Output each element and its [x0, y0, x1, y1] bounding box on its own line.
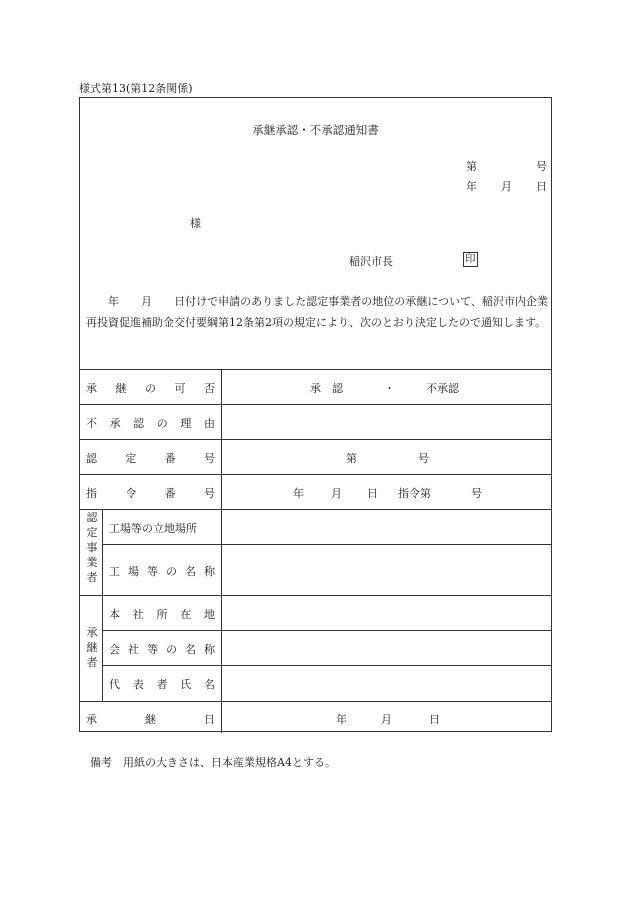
date-year: 年	[466, 180, 477, 193]
seal-icon: 印	[465, 253, 476, 265]
body-paragraph: 年 月 日付けで申請のありました認定事業者の地位の承継について、稲沢市内企業再投資促進補助金交付要綱第12条第2項の規定により、次のとおり決定したので通知します。	[86, 295, 548, 329]
group-label-successor: 承 継 者	[86, 626, 98, 669]
approval-option-reject: 不承認	[426, 382, 459, 395]
addressee-suffix: 様	[190, 217, 201, 230]
document-date-line	[466, 178, 547, 194]
row-label-representative-name: 代 表 者 氏 名	[109, 678, 215, 691]
row-label-certification-number: 認 定 番 号	[86, 452, 215, 465]
row-label-rejection-reason: 不 承 認 の 理 由	[86, 417, 215, 430]
number-suffix: 号	[536, 160, 547, 173]
document-title: 承継承認・不承認通知書	[252, 123, 379, 137]
row-label-succession-date: 承 継 日	[86, 713, 215, 726]
succession-day: 日	[429, 713, 440, 726]
remark-note: 備考 用紙の大きさは、日本産業規格A4とする。	[90, 756, 336, 769]
document-number-line	[466, 158, 547, 174]
cert-number-suffix: 号	[418, 452, 429, 465]
approval-option-approve: 承 認	[310, 382, 343, 395]
directive-prefix: 指令第	[398, 487, 431, 500]
row-label-company-name: 会 社 等 の 名 称	[109, 643, 215, 656]
row-label-factory-location: 工場等の立地場所	[109, 522, 197, 535]
group-label-certified-business: 認 定 事 業 者	[86, 511, 98, 584]
directive-year: 年	[293, 487, 304, 500]
row-label-factory-name: 工 場 等 の 名 称	[109, 565, 215, 578]
directive-day: 日	[367, 487, 378, 500]
directive-suffix: 号	[471, 487, 482, 500]
seal-mark	[463, 252, 478, 267]
issuer-name: 稲沢市長	[349, 255, 393, 268]
row-label-head-office-address: 本 社 所 在 地	[109, 608, 215, 621]
row-label-approval: 承 継 の 可 否	[86, 382, 215, 395]
notice-form	[79, 97, 552, 732]
approval-option-separator: ・	[384, 382, 395, 395]
succession-month: 月	[381, 713, 392, 726]
number-prefix: 第	[466, 160, 477, 173]
form-number-label: 様式第13(第12条関係)	[79, 82, 193, 95]
succession-year: 年	[336, 713, 347, 726]
row-label-directive-number: 指 令 番 号	[86, 487, 215, 500]
directive-month: 月	[331, 487, 342, 500]
date-month: 月	[501, 180, 512, 193]
date-day: 日	[536, 180, 547, 193]
cert-number-prefix: 第	[346, 452, 357, 465]
